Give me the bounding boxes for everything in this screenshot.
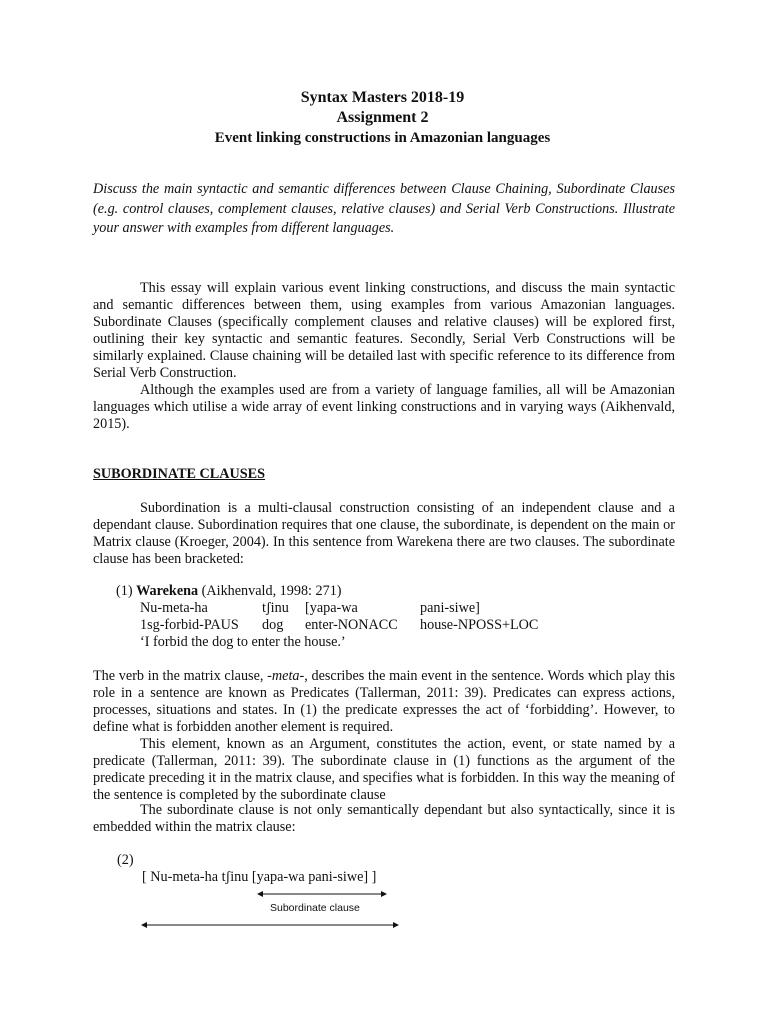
- predicate-paragraph: The verb in the matrix clause, -meta-, describes the main event in the sentence. Words which play this role in a sentence are known as Predicates (Tallerman, 2011: 39). Predicates can express actions, processes, situations and states. In (1) the predicate expresses the act of ‘forbidding’. However, to define what is forbidden another element is required.: [93, 668, 675, 735]
- gloss-word: pani-siwe]: [420, 600, 480, 616]
- predicate-morpheme: -meta-: [267, 668, 305, 684]
- example-1-language: Warekena: [136, 583, 199, 599]
- essay-title: Event linking constructions in Amazonian languages: [214, 130, 551, 146]
- example-1-translation: ‘I forbid the dog to enter the house.’: [140, 634, 346, 650]
- example-1-source: (Aikhenvald, 1998: 271): [201, 583, 342, 599]
- example-2-number: (2): [117, 852, 134, 868]
- course-title: Syntax Masters 2018-19: [300, 89, 465, 106]
- example-2-bracketing: [ Nu-meta-ha tʃinu [yapa-wa pani-siwe] ]: [142, 869, 377, 885]
- essay-prompt: Discuss the main syntactic and semantic differences between Clause Chaining, Subordinate Clauses (e.g. control clauses, complement clauses, relative clauses) and Serial Verb Constructions. Illustrate your answer with examples from different languages.: [93, 181, 675, 236]
- embedding-paragraph: The subordinate clause is not only semantically dependant but also syntactically, since it is embedded within the matrix clause:: [93, 802, 675, 835]
- gloss-morpheme: dog: [262, 617, 284, 633]
- section-heading: SUBORDINATE CLAUSES: [93, 466, 266, 482]
- subordinate-clause-label: Subordinate clause: [270, 902, 360, 914]
- gloss-morpheme: enter-NONACC: [305, 617, 398, 633]
- subordination-paragraph: Subordination is a multi-clausal construction consisting of an independent clause and a dependant clause. Subordination requires that one clause, the subordinate, is dependent on the main or Matrix clause (Kroeger, 2004). In this sentence from Warekena there are two clauses. The subordinate clause has been bracketed:: [93, 500, 675, 567]
- assignment-title: Assignment 2: [336, 109, 429, 126]
- argument-paragraph: This element, known as an Argument, constitutes the action, event, or state named by a predicate (Tallerman, 2011: 39). The subordinate clause in (1) functions as the argument of the predicate preceding it in the matrix clause, and specifies what is forbidden. In this way the meaning of the sentence is completed by the subordinate clause: [93, 736, 675, 803]
- gloss-morpheme: house-NPOSS+LOC: [420, 617, 539, 633]
- gloss-word: [yapa-wa: [305, 600, 358, 616]
- example-1-number: (1): [116, 583, 133, 599]
- gloss-word: Nu-meta-ha: [140, 600, 208, 616]
- intro-paragraph-2: Although the examples used are from a variety of language families, all will be Amazonian languages which utilise a wide array of event linking constructions and in varying ways (Aikhenvald, 2015).: [93, 382, 675, 432]
- gloss-morpheme: 1sg-forbid-PAUS: [140, 617, 239, 633]
- gloss-word: tʃinu: [262, 600, 289, 616]
- intro-paragraph-1: This essay will explain various event linking constructions, and discuss the main syntactic and semantic differences between them, using examples from various Amazonian languages. Subordinate Clauses (specifically complement clauses and relative clauses) will be explored first, outlining their key syntactic and semantic features. Secondly, Serial Verb Constructions will be similarly explained. Clause chaining will be detailed last with specific reference to its difference from Serial Verb Construction.: [93, 280, 675, 381]
